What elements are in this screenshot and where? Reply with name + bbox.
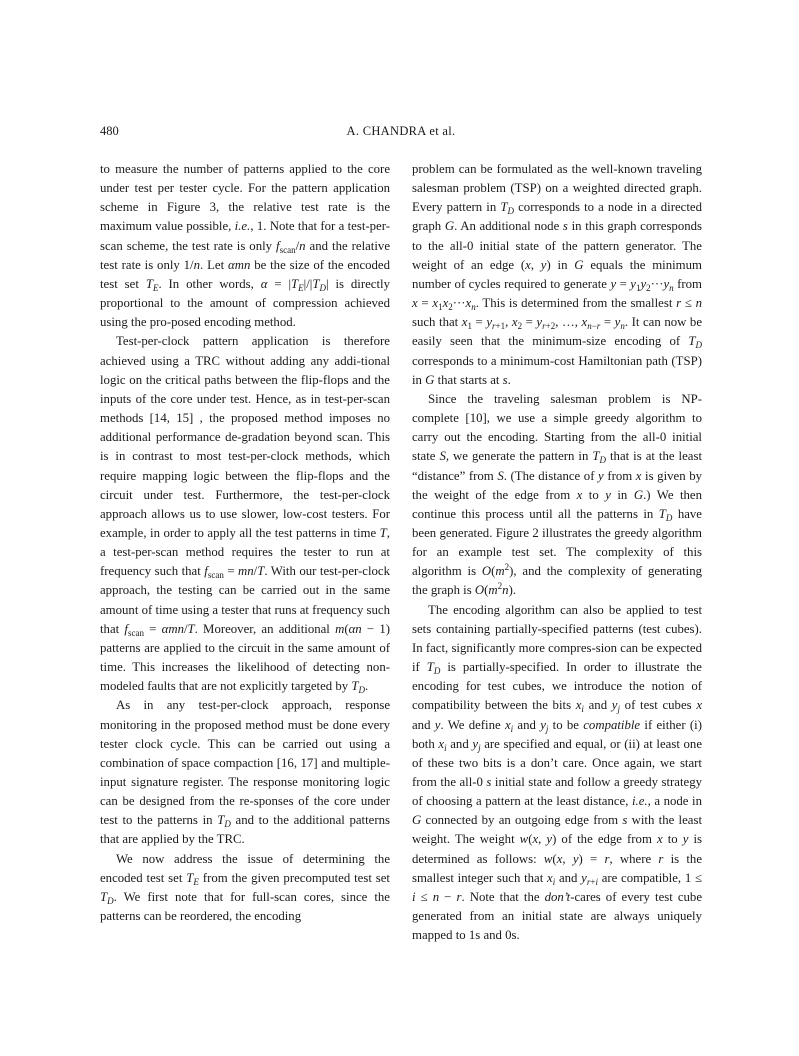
paragraph: to measure the number of patterns applied to the core under test per tester cycle. For the pattern application scheme in Figure 3, the relative test rate is the maximum value possible, i.e., 1. Note that for a test-per-scan scheme, the test rate is only $f_{scan}/n$ and the relative test rate is only 1/n. Let αmn be the size of the encoded test set $T_E$. In other words, $\alpha = |T_E|/|T_D|$ is directly proportional to the amount of compression achieved using the pro-posed encoding method. [100, 162, 391, 330]
right-column [412, 160, 702, 945]
running-head: A. CHANDRA et al. [346, 124, 456, 138]
paragraph: The encoding algorithm can also be applied to test sets containing partially-specified patterns (test cubes). In fact, significantly more compres-sion can be expected if $T_D$ is partially-specified. In order to illustrate the encoding for test cubes, we introduce the notion of compatibility between the bits $x_i$ and $y_j$ of test cubes x and y. We define $x_i$ and $y_j$ to be compatible if either (i) both $x_i$ and $y_j$ are specified and equal, or (ii) at least one of these two bits is a don’t care. Once again, we start from the all-0 s initial state and follow a greedy strategy of choosing a pattern at the least distance, i.e., a node in G connected by an outgoing edge from s with the least weight. The weight w(x, y) of the edge from x to y is determined as follows: w(x, y) = r, where r is the smallest integer such that $x_i$ and $y_{r+i}$ are compatible, 1 ≤ i ≤ n − r. Note that the don’t-cares of every test cube generated from an initial state are always uniquely mapped to 1s and 0s. [412, 602, 703, 943]
paragraph: Test-per-clock pattern application is therefore achieved using a TRC without adding any addi-tional logic on the critical paths between the flip-flops and the inputs of the core under test. Hence, as in test-per-scan methods [14, 15] , the proposed method imposes no additional performance de-gradation beyond scan. This is in contrast to most test-per-clock methods, which require mapping logic between the flip-flops and the circuit under test. Furthermore, the test-per-clock approach allows us to use slower, low-cost testers. For example, in order to apply all the test patterns in time T, a test-per-scan method requires the tester to run at frequency such that $f_{scan} = mn/T$. With our test-per-clock approach, the testing can be carried out in the same amount of time using a tester that runs at frequency such that $f_{scan} = \alpha mn/T$. Moreover, an additional m(αn − 1) patterns are applied to the circuit in the same amount of time. This increases the likelihood of detecting non-modeled faults that are not explicitly targeted by $T_D$. [100, 334, 391, 696]
paragraph: problem can be formulated as the well-known traveling salesman problem (TSP) on a weighted directed graph. Every pattern in $T_D$ corresponds to a node in a directed graph G. An additional node s in this graph corresponds to the all-0 initial state of the pattern generator. The weight of an edge (x, y) in G equals the minimum number of cycles required to generate $y = y_1y_2\cdot\cdot\cdot y_n$ from $x = x_1x_2\cdot\cdot\cdot x_n$. This is determined from the smallest r ≤ n such that $x_1 = y_{r+1}$, $x_2 = y_{r+2}$, …, $x_{n-r} = y_n$. It can now be easily seen that the minimum-size encoding of $T_D$ corresponds to a minimum-cost Hamiltonian path (TSP) in G that starts at s. [412, 162, 703, 387]
left-column [100, 160, 390, 926]
paragraph: Since the traveling salesman problem is NP-complete [10], we use a simple greedy algorithm to carry out the encoding. Starting from the all-0 initial state S, we generate the pattern in $T_D$ that is at the least “distance” from S. (The distance of y from x is given by the weight of the edge from x to y in G.) We then continue this process until all the patterns in $T_D$ have been generated. Figure 2 illustrates the greedy algorithm for an example test set. The complexity of this algorithm is $O(m^2)$, and the complexity of generating the graph is $O(m^2n)$. [412, 391, 703, 598]
paragraph: We now address the issue of determining the encoded test set $T_E$ from the given precomputed test set $T_D$. We first note that for full-scan cores, since the patterns can be reordered, the encoding [100, 851, 390, 924]
page-header [100, 124, 702, 140]
page-number: 480 [100, 124, 119, 138]
paragraph: As in any test-per-clock approach, response monitoring in the proposed method must be done every tester clock cycle. This can be carried out using a combination of space compaction [16, 17] and multiple-input signature register. The response monitoring logic can be designed from the re-sponses of the core under test to the patterns in $T_D$ and to the additional patterns that are applied by the TRC. [100, 698, 390, 847]
